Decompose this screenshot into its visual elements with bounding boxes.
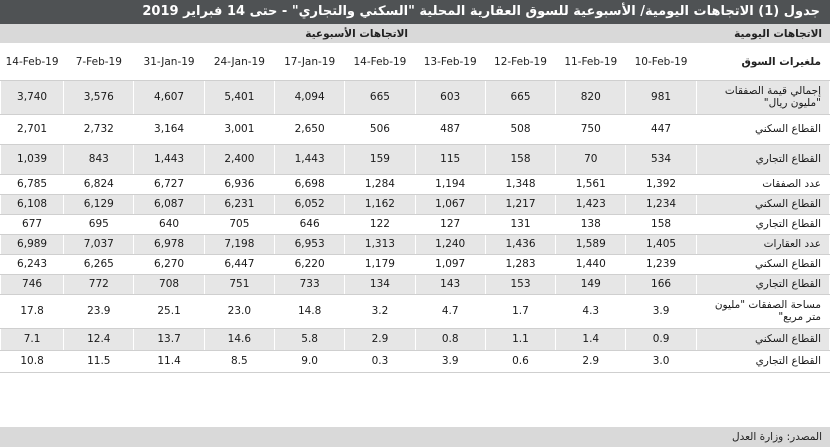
table-cell: 1,067 [415,194,485,214]
table-cell: 25.1 [134,294,204,328]
table-cell: 153 [485,274,555,294]
source-note: المصدر: وزارة العدل [0,427,830,447]
market-trends-table [0,44,830,373]
table-cell: 6,270 [134,254,204,274]
table-row [1,254,830,274]
table-cell: 138 [556,214,626,234]
table-cell: 12.4 [64,328,134,350]
table-cell: 6,727 [134,174,204,194]
row-label: القطاع التجاري [696,350,829,372]
table-cell: 1,392 [626,174,696,194]
table-cell: 1,284 [345,174,415,194]
table-cell: 5.8 [275,328,345,350]
table-cell: 6,052 [275,194,345,214]
table-cell: 1,194 [415,174,485,194]
table-cell: 11.5 [64,350,134,372]
table-cell: 0.9 [626,328,696,350]
table-cell: 1,589 [556,234,626,254]
table-cell: 6,447 [204,254,274,274]
table-cell: 1,240 [415,234,485,254]
weekly-trends-label: الاتجاهات الأسبوعية [305,28,408,40]
table-cell: 6,978 [134,234,204,254]
table-cell: 2,732 [64,114,134,144]
row-label: القطاع التجاري [696,144,829,174]
column-header: 7-Feb-19 [64,44,134,80]
column-header: 17-Jan-19 [275,44,345,80]
table-cell: 487 [415,114,485,144]
table-cell: 665 [485,80,555,114]
table-cell: 1,440 [556,254,626,274]
column-header: 14-Feb-19 [1,44,64,80]
table-cell: 1,239 [626,254,696,274]
table-row [1,144,830,174]
section-header-row [0,24,830,44]
table-cell: 1,234 [626,194,696,214]
table-cell: 1,097 [415,254,485,274]
table-title: جدول (1) الاتجاهات اليومية/ الأسبوعية للسوق العقارية المحلية "السكني والتجاري" - حتى 14 فبراير 2019 [0,0,830,24]
table-cell: 1.1 [485,328,555,350]
table-cell: 6,087 [134,194,204,214]
table-cell: 447 [626,114,696,144]
table-row [1,194,830,214]
table-cell: 646 [275,214,345,234]
table-cell: 6,824 [64,174,134,194]
table-cell: 6,231 [204,194,274,214]
table-cell: 1.7 [485,294,555,328]
row-label: القطاع التجاري [696,274,829,294]
table-cell: 4.7 [415,294,485,328]
table-cell: 0.6 [485,350,555,372]
table-cell: 843 [64,144,134,174]
table-cell: 159 [345,144,415,174]
table-row [1,350,830,372]
table-cell: 3,740 [1,80,64,114]
table-cell: 70 [556,144,626,174]
table-cell: 772 [64,274,134,294]
table-cell: 2.9 [556,350,626,372]
row-label: القطاع السكني [696,114,829,144]
table-cell: 677 [1,214,64,234]
table-cell: 603 [415,80,485,114]
row-label: القطاع التجاري [696,214,829,234]
table-cell: 6,698 [275,174,345,194]
table-cell: 3.2 [345,294,415,328]
table-cell: 13.7 [134,328,204,350]
table-cell: 0.3 [345,350,415,372]
table-cell: 1,313 [345,234,415,254]
table-cell: 1,348 [485,174,555,194]
table-cell: 6,265 [64,254,134,274]
table-cell: 9.0 [275,350,345,372]
table-cell: 158 [485,144,555,174]
table-cell: 1,217 [485,194,555,214]
column-header: 24-Jan-19 [204,44,274,80]
table-cell: 6,989 [1,234,64,254]
column-header: 12-Feb-19 [485,44,555,80]
table-cell: 127 [415,214,485,234]
table-cell: 2,400 [204,144,274,174]
table-cell: 4,607 [134,80,204,114]
column-header: 13-Feb-19 [415,44,485,80]
table-cell: 23.9 [64,294,134,328]
column-header: 10-Feb-19 [626,44,696,80]
table-cell: 1,162 [345,194,415,214]
table-cell: 6,243 [1,254,64,274]
table-cell: 3.9 [626,294,696,328]
table-row [1,294,830,328]
table-cell: 695 [64,214,134,234]
table-cell: 6,220 [275,254,345,274]
table-cell: 1,179 [345,254,415,274]
table-cell: 4,094 [275,80,345,114]
table-cell: 705 [204,214,274,234]
table-cell: 508 [485,114,555,144]
column-header: 31-Jan-19 [134,44,204,80]
table-cell: 750 [556,114,626,144]
table-cell: 3,164 [134,114,204,144]
table-cell: 1,443 [275,144,345,174]
header-row [1,44,830,80]
table-cell: 17.8 [1,294,64,328]
table-cell: 14.8 [275,294,345,328]
table-cell: 981 [626,80,696,114]
column-header-label: ملغيرات السوق [696,44,829,80]
table-cell: 2,650 [275,114,345,144]
row-label: عدد الصفقات [696,174,829,194]
row-label: القطاع السكني [696,194,829,214]
table-cell: 14.6 [204,328,274,350]
table-cell: 6,953 [275,234,345,254]
table-cell: 1,443 [134,144,204,174]
table-cell: 122 [345,214,415,234]
table-cell: 23.0 [204,294,274,328]
table-cell: 3.0 [626,350,696,372]
table-cell: 820 [556,80,626,114]
table-cell: 149 [556,274,626,294]
table-cell: 1,561 [556,174,626,194]
row-label: القطاع السكني [696,254,829,274]
table-row [1,234,830,254]
table-cell: 3.9 [415,350,485,372]
table-cell: 751 [204,274,274,294]
column-header: 14-Feb-19 [345,44,415,80]
table-cell: 3,576 [64,80,134,114]
table-cell: 6,936 [204,174,274,194]
table-cell: 746 [1,274,64,294]
table-cell: 1,039 [1,144,64,174]
table-cell: 506 [345,114,415,144]
table-cell: 665 [345,80,415,114]
row-label: إجمالي قيمة الصفقات "مليون ريال" [696,80,829,114]
row-label: مساحة الصفقات "مليون متر مربع" [696,294,829,328]
table-cell: 115 [415,144,485,174]
table-cell: 131 [485,214,555,234]
table-cell: 6,785 [1,174,64,194]
table-row [1,80,830,114]
table-cell: 166 [626,274,696,294]
table-cell: 7.1 [1,328,64,350]
table-cell: 1,283 [485,254,555,274]
table-row [1,214,830,234]
table-cell: 3,001 [204,114,274,144]
table-cell: 1,405 [626,234,696,254]
table-cell: 708 [134,274,204,294]
table-cell: 1,423 [556,194,626,214]
table-cell: 11.4 [134,350,204,372]
table-row [1,274,830,294]
row-label: عدد العقارات [696,234,829,254]
table-cell: 7,198 [204,234,274,254]
table-cell: 1.4 [556,328,626,350]
table-cell: 158 [626,214,696,234]
table-cell: 6,108 [1,194,64,214]
table-row [1,174,830,194]
table-cell: 10.8 [1,350,64,372]
daily-trends-label: الاتجاهات اليومية [734,28,822,40]
table-cell: 6,129 [64,194,134,214]
table-cell: 4.3 [556,294,626,328]
table-cell: 0.8 [415,328,485,350]
row-label: القطاع السكني [696,328,829,350]
table-cell: 733 [275,274,345,294]
table-cell: 5,401 [204,80,274,114]
table-cell: 7,037 [64,234,134,254]
table-cell: 640 [134,214,204,234]
table-cell: 2,701 [1,114,64,144]
table-cell: 534 [626,144,696,174]
table-cell: 143 [415,274,485,294]
table-row [1,328,830,350]
table-cell: 2.9 [345,328,415,350]
column-header: 11-Feb-19 [556,44,626,80]
table-cell: 134 [345,274,415,294]
table-row [1,114,830,144]
table-cell: 8.5 [204,350,274,372]
table-cell: 1,436 [485,234,555,254]
